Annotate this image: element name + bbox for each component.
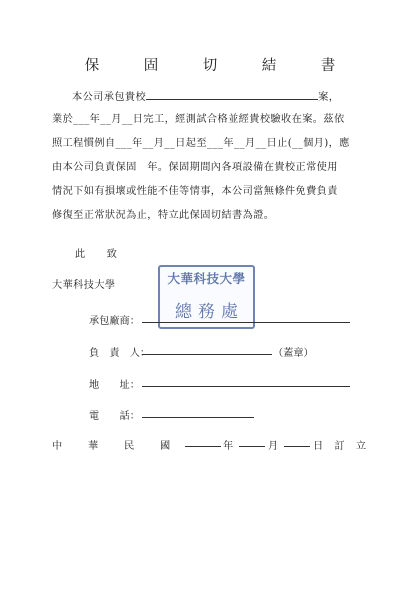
date-month: 月 [268, 441, 279, 452]
date-zhong: 中 [52, 441, 63, 452]
document-title: 保 固 切 結 書 [84, 58, 351, 74]
person-in-charge-line [142, 354, 272, 355]
date-hua: 華 [88, 441, 99, 452]
paragraph-line-6: 修復至正常狀況為止，特立此保固切結書為證。 [52, 210, 275, 221]
paragraph-line-1-start: 本公司承包貴校 [72, 92, 147, 103]
person-in-charge-label: 負 責 人： [89, 348, 151, 359]
paragraph-line-1-end: 案， [318, 92, 340, 103]
office-stamp [158, 265, 255, 329]
phone-line [142, 417, 254, 418]
contractor-label: 承包廠商： [89, 316, 140, 327]
date-min: 民 [124, 441, 135, 452]
stamp-office-name: 總務處 [175, 302, 244, 322]
project-name-blank [146, 90, 318, 100]
paragraph-line-5: 情況下如有損壞或性能不佳等情事，本公司當無條件免費負責 [52, 186, 338, 197]
stamp-school-name: 大華科技大學 [167, 271, 246, 286]
closing-salutation: 此 致 [75, 249, 118, 260]
address-label: 地 址： [89, 380, 140, 391]
day-blank [284, 437, 310, 447]
date-year: 年 [223, 441, 234, 452]
date-day-sign: 日 訂 立 [313, 441, 371, 452]
address-line [142, 386, 350, 387]
year-blank [185, 437, 221, 447]
paragraph-line-2: 業於___年__月__日完工，經測試合格並經貴校驗收在案。茲依 [52, 114, 345, 125]
paragraph-line-3: 照工程慣例自___年__月__日起至___年__月__日止(__個月)，應 [52, 138, 350, 149]
recipient-name: 大華科技大學 [52, 280, 116, 291]
phone-label: 電 話： [89, 411, 140, 422]
date-guo: 國 [160, 441, 171, 452]
paragraph-line-4: 由本公司負責保固 年。保固期間內各項設備在貴校正常使用 [52, 162, 338, 173]
paragraph-line-1 [72, 90, 339, 103]
contractor-line [142, 322, 350, 323]
seal-note: （蓋章） [273, 348, 314, 359]
month-blank [239, 437, 265, 447]
